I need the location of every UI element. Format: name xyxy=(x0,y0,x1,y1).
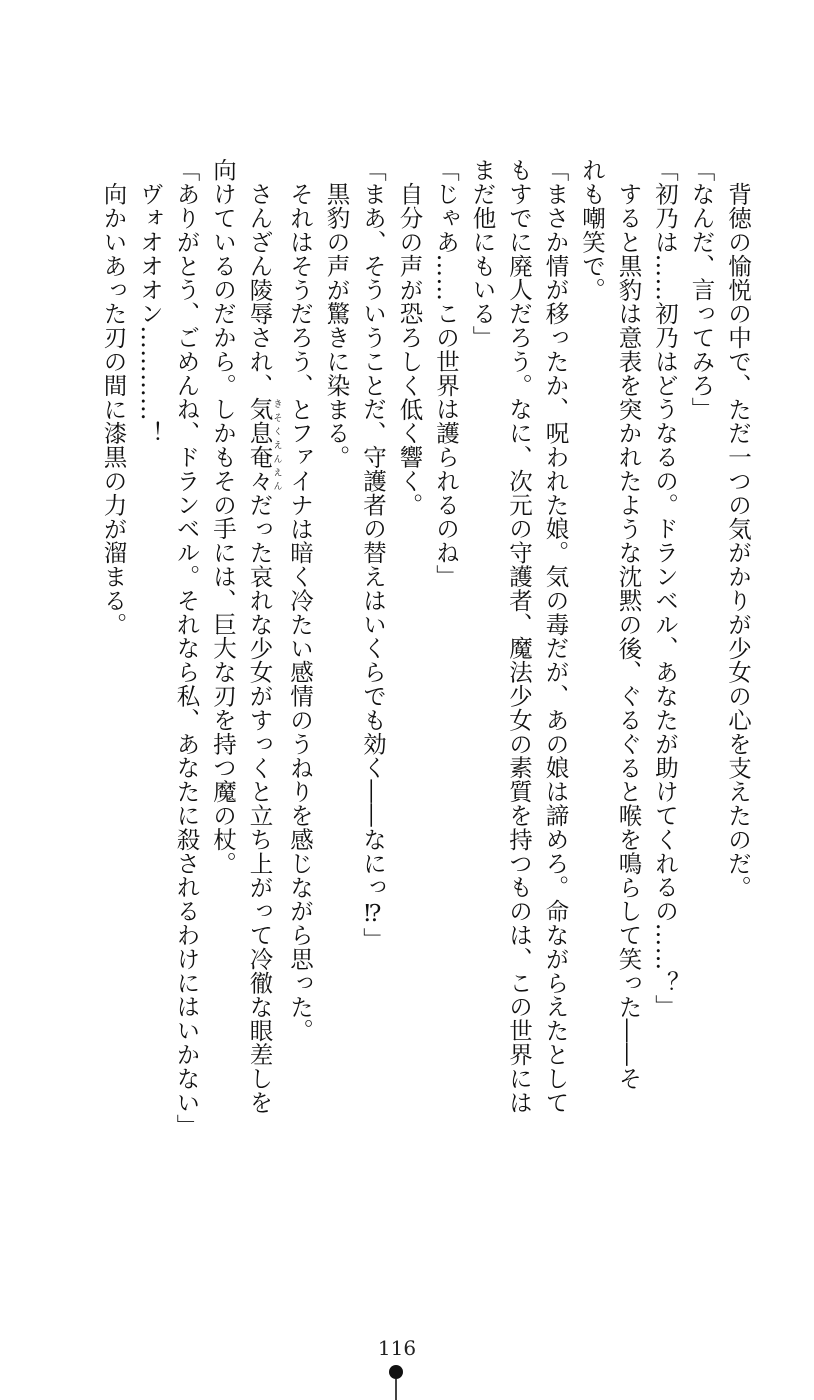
text-line: 「まあ、そういうことだ、守護者の替えはいくらでも効く――なにっ⁉」 xyxy=(359,158,387,952)
text-line: 黒豹の声が驚きに染まる。 xyxy=(322,181,351,469)
text-line: 「まさか情が移ったか、呪われた娘。気の毒だが、あの娘は諦めろ。命ながらえたとして xyxy=(541,158,570,1114)
text-line: 「初乃は……初乃はどうなるの。ドランベル、あなたが助けてくれるの……？」 xyxy=(651,158,679,1019)
text-line-with-ruby xyxy=(241,158,282,1158)
page-number: 116 xyxy=(377,1336,417,1360)
folio-dot-ornament xyxy=(389,1365,403,1379)
text-segment: さんざん陵辱され、 xyxy=(245,181,274,397)
text-line: 「ありがとう、ごめんね、ドランベル。それなら私、あなたに殺されるわけにはいかない」 xyxy=(172,158,201,1138)
text-line: もすでに廃人だろう。なに、次元の守護者、魔法少女の素質を持つものは、この世界には xyxy=(505,158,533,1114)
vertical-text-body xyxy=(95,158,756,1158)
text-line: まだ他にもいる」 xyxy=(468,158,497,350)
text-line: ヴォオオオン…………！ xyxy=(136,181,164,445)
text-line: 自分の声が恐ろしく低く響く。 xyxy=(395,181,424,517)
ruby-reading: きそくえんえん xyxy=(271,396,282,493)
text-line: 向かいあった刃の間に漆黒の力が溜まる。 xyxy=(99,181,128,636)
text-line: 向けているのだから。しかもその手には、巨大な刃を持つ魔の杖。 xyxy=(209,158,237,875)
text-segment: だった哀れな少女がすっくと立ち上がって冷徹な眼差しを xyxy=(245,492,274,1114)
text-line: 「じゃあ……この世界は護られるのね」 xyxy=(432,158,460,589)
text-line: すると黒豹は意表を突かれたような沈黙の後、ぐるぐると喉を鳴らして笑った――そ xyxy=(614,181,643,1090)
text-line: 背徳の愉悦の中で、ただ一つの気がかりが少女の心を支えたのだ。 xyxy=(724,181,752,899)
ruby-annotation xyxy=(245,396,282,493)
text-line: れも嘲笑で。 xyxy=(578,158,606,302)
text-line: 「なんだ、言ってみろ」 xyxy=(687,158,716,421)
text-line: それはそうだろう、とファイナは暗く冷たい感情のうねりを感じながら思った。 xyxy=(286,181,314,1042)
ruby-base: 気息奄々 xyxy=(245,396,274,493)
folio-line-ornament xyxy=(395,1379,397,1400)
